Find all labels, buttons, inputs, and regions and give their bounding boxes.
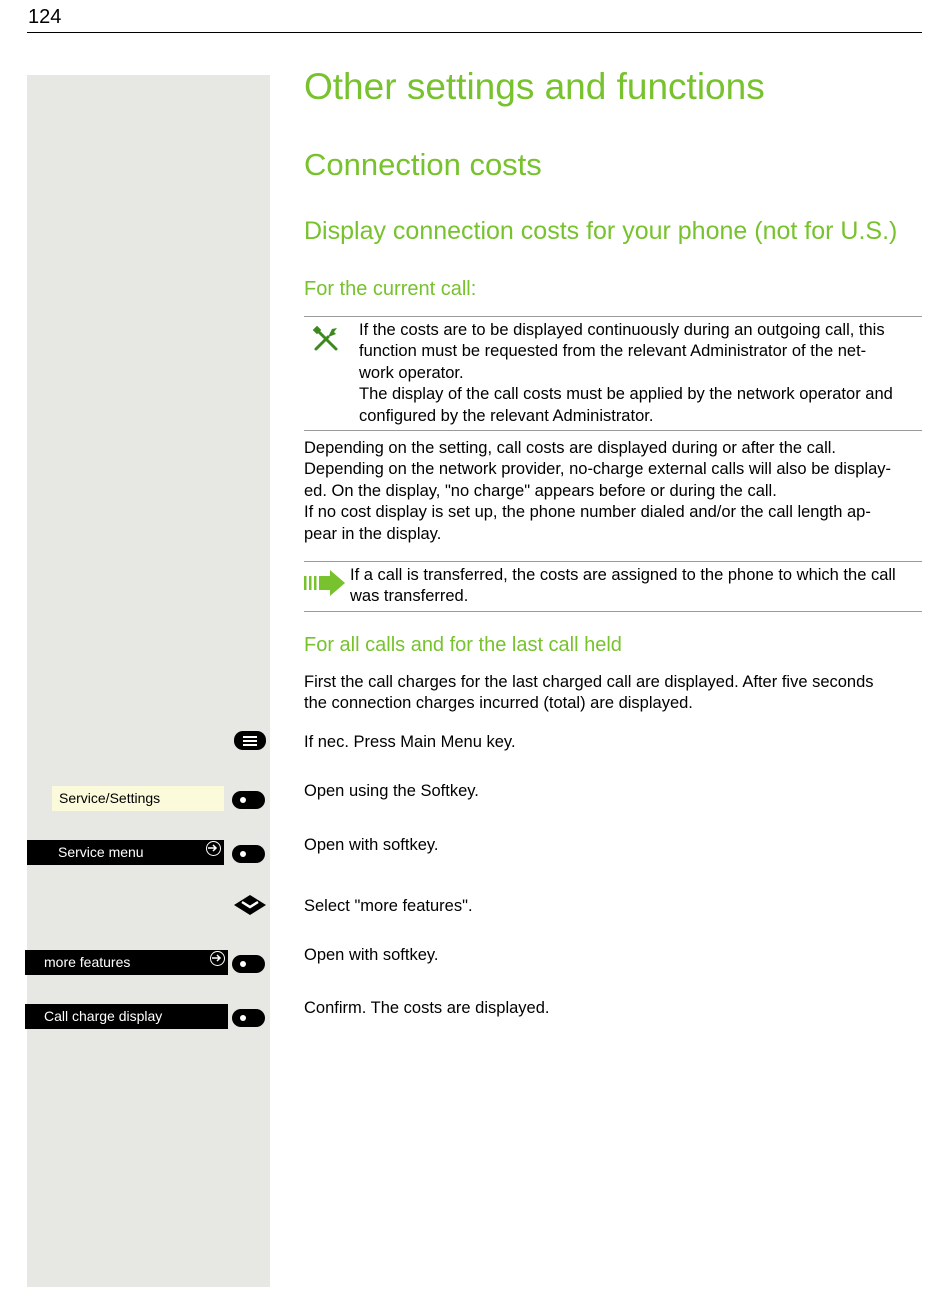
- chapter-title: Other settings and functions: [304, 66, 765, 107]
- current-call-heading: For the current call:: [304, 278, 477, 300]
- display-more-features: [25, 950, 228, 975]
- paragraph-line: the connection charges incurred (total) are displayed.: [304, 694, 693, 713]
- forward-arrow-icon: [210, 951, 225, 966]
- subsection-title: Display connection costs for your phone (not for U.S.): [304, 217, 898, 245]
- note-line: If a call is transferred, the costs are assigned to the phone to which the call: [350, 566, 896, 584]
- note-line: work operator.: [359, 363, 464, 382]
- step-text: Select "more features".: [304, 897, 473, 915]
- note-line: was transferred.: [350, 587, 469, 606]
- note-line: function must be requested from the relevant Administrator of the net-: [359, 342, 867, 361]
- main-menu-key-icon: [234, 731, 266, 750]
- all-calls-heading: For all calls and for the last call held: [304, 634, 622, 656]
- softkey-icon: [232, 955, 265, 973]
- step-text: Open using the Softkey.: [304, 782, 479, 800]
- step-text: If nec. Press Main Menu key.: [304, 733, 516, 751]
- forward-arrow-icon: [206, 841, 221, 856]
- step-text: Open with softkey.: [304, 836, 439, 854]
- paragraph-line: pear in the display.: [304, 524, 442, 543]
- section-title: Connection costs: [304, 147, 542, 182]
- note-line: If the costs are to be displayed continuously during an outgoing call, this: [359, 321, 885, 339]
- step-text: Open with softkey.: [304, 946, 439, 964]
- softkey-icon: [232, 1009, 265, 1027]
- paragraph-line: If no cost display is set up, the phone number dialed and/or the call length ap-: [304, 503, 871, 522]
- display-label-text: more features: [44, 954, 131, 970]
- display-call-charge: Call charge display: [25, 1004, 228, 1029]
- display-service-menu: [27, 840, 224, 865]
- note-line: The display of the call costs must be applied by the network operator and: [359, 385, 893, 404]
- display-service-settings: Service/Settings: [52, 786, 224, 811]
- display-label-text: Service menu: [58, 844, 144, 860]
- paragraph-line: ed. On the display, "no charge" appears before or during the call.: [304, 481, 777, 500]
- navigation-key-icon: [233, 894, 267, 921]
- note-line: configured by the relevant Administrator.: [359, 406, 654, 425]
- paragraph-line: First the call charges for the last charged call are displayed. After five seconds: [304, 673, 874, 691]
- step-text: Confirm. The costs are displayed.: [304, 999, 550, 1017]
- softkey-icon: [232, 791, 265, 809]
- page-number: 124: [28, 6, 62, 28]
- paragraph-line: Depending on the setting, call costs are displayed during or after the call.: [304, 439, 836, 457]
- paragraph-line: Depending on the network provider, no-charge external calls will also be display-: [304, 460, 891, 479]
- softkey-icon: [232, 845, 265, 863]
